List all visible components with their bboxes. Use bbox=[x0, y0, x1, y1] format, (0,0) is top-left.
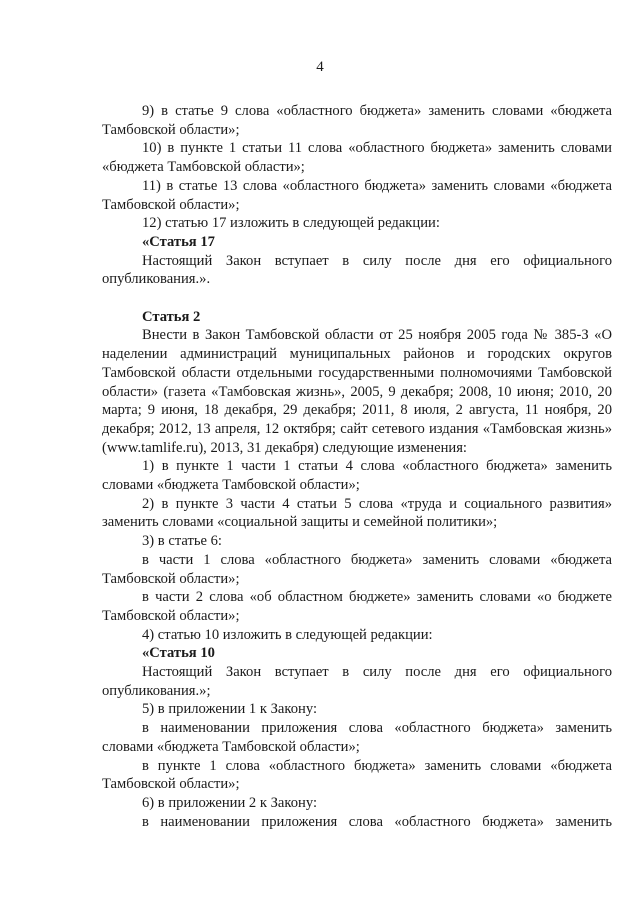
paragraph: 10) в пункте 1 статьи 11 слова «областного бюджета» заменить словами «бюджета Тамбовской области»; bbox=[102, 140, 612, 176]
article-heading: «Статья 10 bbox=[142, 645, 215, 662]
paragraph: 11) в статье 13 слова «областного бюджета» заменить словами «бюджета Тамбовской области»; bbox=[102, 177, 612, 213]
page-number: 4 bbox=[316, 59, 324, 75]
paragraph: 6) в приложении 2 к Закону: bbox=[142, 795, 318, 811]
paragraph: в части 1 слова «областного бюджета» заменить словами «бюджета Тамбовской области»; bbox=[102, 551, 612, 587]
paragraph: в наименовании приложения слова «областного бюджета» заменить bbox=[142, 813, 612, 830]
paragraph: Внести в Закон Тамбовской области от 25 ноября 2005 года № 385-З «О наделении администраций муниципальных районов и городских округов Тамбовской области отдельными государственными полномочиями Тамбовской области» (газета «Тамбовская жизнь», 2005, 9 декабря; 2008, 10 июня; 2010, 20 марта; 9 июня, 18 декабря, 29 декабря; 2011, 8 июля, 2 августа, 11 ноября, 20 декабря; 2012, 13 апреля, 12 октября; сайт сетевого издания «Тамбовская жизнь» (www.tamlife.ru), 2013, 31 декабря) следующие изменения: bbox=[102, 327, 612, 456]
paragraph: 12) статью 17 изложить в следующей редакции: bbox=[142, 215, 440, 232]
paragraph: 1) в пункте 1 части 1 статьи 4 слова «областного бюджета» заменить словами «бюджета Тамбовской области»; bbox=[102, 458, 612, 494]
paragraph: Настоящий Закон вступает в силу после дня его официального опубликования.». bbox=[102, 252, 612, 288]
paragraph: 4) статью 10 изложить в следующей редакции: bbox=[142, 626, 433, 643]
paragraph: 2) в пункте 3 части 4 статьи 5 слова «труда и социального развития» заменить словами «социальной защиты и семейной политики»; bbox=[102, 495, 612, 531]
paragraph: в наименовании приложения слова «областного бюджета» заменить словами «бюджета Тамбовской области»; bbox=[102, 720, 612, 755]
document-body bbox=[102, 102, 612, 831]
paragraph: в пункте 1 слова «областного бюджета» заменить словами «бюджета Тамбовской области»; bbox=[102, 757, 612, 793]
article-heading: «Статья 17 bbox=[142, 233, 215, 250]
paragraph: Настоящий Закон вступает в силу после дня его официального опубликования.»; bbox=[102, 664, 612, 699]
paragraph-spacer bbox=[102, 289, 612, 308]
paragraph: в части 2 слова «об областном бюджете» заменить словами «о бюджете Тамбовской области»; bbox=[102, 589, 612, 624]
paragraph: 3) в статье 6: bbox=[142, 533, 222, 550]
paragraph: 9) в статье 9 слова «областного бюджета» заменить словами «бюджета Тамбовской области»; bbox=[102, 103, 612, 138]
article-heading: Статья 2 bbox=[142, 308, 201, 325]
paragraph: 5) в приложении 1 к Закону: bbox=[142, 701, 318, 718]
